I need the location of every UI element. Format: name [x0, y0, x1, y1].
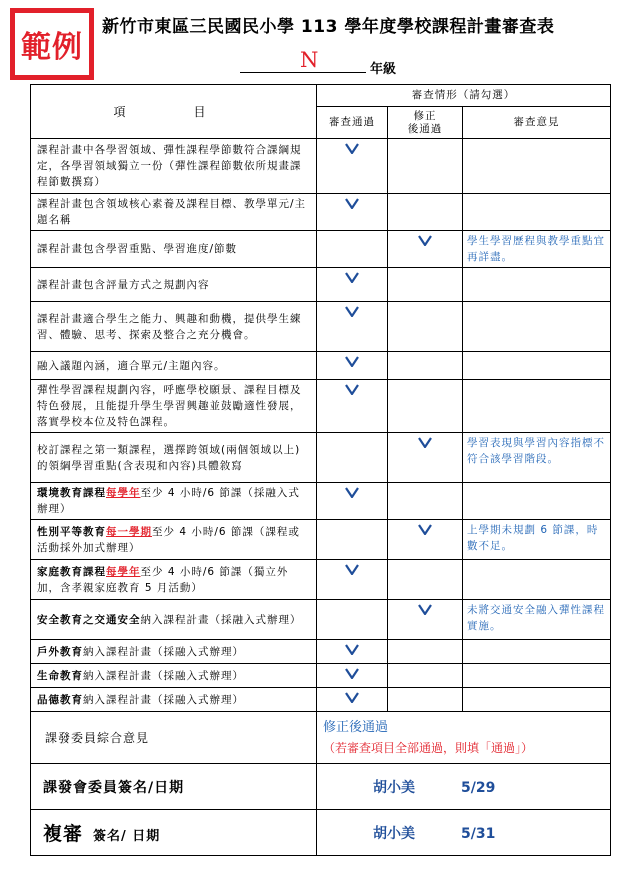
grade-label: 年級: [370, 62, 397, 77]
signer-name: 胡小美: [373, 779, 415, 796]
item-text: 課程計畫包含學習重點、學習進度/節數: [37, 243, 238, 255]
table-row: [31, 380, 611, 433]
revise-cell[interactable]: [388, 380, 463, 433]
checkmark-icon: [317, 306, 387, 317]
opinion-cell[interactable]: [463, 268, 611, 302]
checkmark-icon: [317, 356, 387, 367]
checkmark-icon: [317, 384, 387, 395]
signature-row: [31, 764, 611, 810]
table-row: [31, 194, 611, 231]
item-text: 融入議題內涵，適合單元/主題內容。: [37, 359, 226, 372]
item-cell: [31, 194, 317, 231]
checkmark-icon: [317, 198, 387, 209]
item-cell: [31, 520, 317, 560]
opinion-cell[interactable]: [463, 560, 611, 600]
item-frequency: 每一學期: [106, 525, 152, 538]
pass-cell[interactable]: [317, 268, 388, 302]
signature-value[interactable]: [317, 764, 611, 810]
header-review-status: 審查情形（請勾選）: [317, 85, 611, 107]
signature-label: [31, 764, 317, 810]
header-opinion: 審查意見: [463, 107, 611, 139]
pass-cell[interactable]: [317, 688, 388, 712]
signature-value[interactable]: [317, 810, 611, 856]
signature-label-text: 課發會委員簽名/日期: [43, 779, 185, 796]
revise-cell[interactable]: [388, 640, 463, 664]
opinion-cell[interactable]: 學習表現與學習內容指標不符合該學習階段。: [463, 433, 611, 483]
signature-label: [31, 810, 317, 856]
opinion-cell[interactable]: [463, 139, 611, 194]
pass-cell[interactable]: [317, 664, 388, 688]
signature-row: [31, 810, 611, 856]
table-row: [31, 664, 611, 688]
item-cell: [31, 302, 317, 352]
item-topic: 性別平等教育: [37, 525, 106, 538]
item-topic: 生命教育: [37, 669, 83, 682]
pass-cell[interactable]: [317, 302, 388, 352]
item-cell: [31, 640, 317, 664]
grade-underline: [240, 72, 366, 73]
committee-opinion-label: 課發委員綜合意見: [31, 712, 317, 764]
pass-cell[interactable]: [317, 433, 388, 483]
pass-cell[interactable]: [317, 560, 388, 600]
item-requirement: 納入課程計畫（採融入式辦理）: [83, 645, 244, 658]
header-item: 項 目: [31, 85, 317, 139]
item-topic: 戶外教育: [37, 645, 83, 658]
revise-cell[interactable]: [388, 520, 463, 560]
table-row: [31, 520, 611, 560]
checkmark-icon: [388, 604, 462, 615]
opinion-cell[interactable]: [463, 640, 611, 664]
item-cell: [31, 380, 317, 433]
review-label: 複審: [43, 823, 84, 845]
item-cell: [31, 268, 317, 302]
item-requirement: 至少 4 小時/6 節課（獨立外加，含孝親家庭教育 5 月活動）: [37, 565, 289, 594]
item-cell: [31, 231, 317, 268]
checkmark-icon: [388, 524, 462, 535]
item-cell: [31, 433, 317, 483]
item-cell: [31, 352, 317, 380]
signature-label-text: 簽名/ 日期: [93, 829, 161, 844]
checkmark-icon: [317, 668, 387, 679]
opinion-cell[interactable]: 學生學習歷程與教學重點宜再詳盡。: [463, 231, 611, 268]
checkmark-icon: [317, 143, 387, 154]
signer-name: 胡小美: [373, 825, 415, 842]
item-topic: 品德教育: [37, 693, 83, 706]
revise-cell[interactable]: [388, 560, 463, 600]
item-requirement: 至少 4 小時/6 節課（採融入式辦理）: [37, 487, 300, 515]
opinion-cell[interactable]: [463, 688, 611, 712]
grade-value: N: [300, 48, 319, 72]
item-text: 課程計畫中各學習領域、彈性課程學節數符合課綱規定，各學習領域獨立一份（彈性課程節數依所規畫課程節數撰寫）: [37, 144, 302, 188]
checkmark-icon: [317, 692, 387, 703]
revise-cell[interactable]: [388, 664, 463, 688]
table-row: [31, 268, 611, 302]
sign-date: 5/29: [461, 779, 496, 796]
item-cell: [31, 688, 317, 712]
item-text: 課程計畫包含領域核心素養及課程目標、教學單元/主題名稱: [37, 198, 307, 226]
pass-cell[interactable]: [317, 380, 388, 433]
checkmark-icon: [317, 272, 387, 283]
item-text: 課程計畫適合學生之能力、興趣和動機，提供學生練習、體驗、思考、探索及整合之充分機會。: [37, 312, 302, 341]
table-row: [31, 433, 611, 483]
committee-opinion-value[interactable]: [317, 712, 611, 764]
table-row: [31, 231, 611, 268]
pass-cell[interactable]: [317, 352, 388, 380]
item-cell: [31, 600, 317, 640]
item-text: 彈性學習課程規劃內容，呼應學校願景、課程目標及特色發展，且能提升學生學習興趣並鼓勵適性發展，落實學校本位及特色課程。: [37, 384, 302, 428]
item-frequency: 每學年: [106, 487, 141, 499]
pass-cell[interactable]: [317, 194, 388, 231]
header-pass: 審查通過: [317, 107, 388, 139]
table-row: [31, 640, 611, 664]
sample-stamp: 範例: [10, 8, 94, 80]
review-table: [30, 84, 611, 856]
item-text: 課程計畫包含評量方式之規劃內容: [37, 278, 210, 291]
item-requirement: 納入課程計畫（採融入式辦理）: [83, 669, 244, 682]
table-row: [31, 688, 611, 712]
item-cell: [31, 139, 317, 194]
item-requirement: 納入課程計畫（採融入式辦理）: [140, 613, 302, 626]
table-row: [31, 302, 611, 352]
item-topic: 家庭教育課程: [37, 565, 106, 578]
form-title: 新竹市東區三民國民小學 113 學年度學校課程計畫審查表: [102, 17, 555, 37]
revise-cell[interactable]: [388, 302, 463, 352]
item-cell: [31, 664, 317, 688]
pass-cell[interactable]: [317, 520, 388, 560]
table-row: [31, 483, 611, 520]
revise-cell[interactable]: [388, 139, 463, 194]
item-topic: 安全教育之交通安全: [37, 613, 141, 626]
pass-cell[interactable]: [317, 640, 388, 664]
checkmark-icon: [317, 644, 387, 655]
revise-cell[interactable]: [388, 231, 463, 268]
sign-date: 5/31: [461, 825, 496, 842]
pass-cell[interactable]: [317, 139, 388, 194]
checkmark-icon: [388, 437, 462, 448]
item-requirement: 至少 4 小時/6 節課（課程或活動採外加式辦理）: [37, 525, 300, 554]
revise-cell[interactable]: [388, 352, 463, 380]
item-requirement: 納入課程計畫（採融入式辦理）: [83, 693, 244, 706]
opinion-cell[interactable]: 上學期未規劃 6 節課，時數不足。: [463, 520, 611, 560]
checkmark-icon: [388, 235, 462, 246]
table-row: [31, 600, 611, 640]
revise-cell[interactable]: [388, 688, 463, 712]
item-cell: [31, 560, 317, 600]
item-cell: [31, 483, 317, 520]
revise-cell[interactable]: [388, 194, 463, 231]
committee-opinion-row: [31, 712, 611, 764]
table-row: [31, 352, 611, 380]
opinion-cell[interactable]: [463, 380, 611, 433]
pass-cell[interactable]: [317, 231, 388, 268]
opinion-cell[interactable]: 未將交通安全融入彈性課程實施。: [463, 600, 611, 640]
opinion-value-text: 修正後通過: [323, 719, 389, 735]
opinion-instruction: （若審查項目全部通過，則填「通過」）: [323, 740, 534, 755]
checkmark-icon: [317, 564, 387, 575]
pass-cell[interactable]: [317, 483, 388, 520]
revise-cell[interactable]: [388, 268, 463, 302]
opinion-cell[interactable]: [463, 483, 611, 520]
header-revise: 修正 後通過: [388, 107, 463, 139]
item-frequency: 每學年: [106, 565, 141, 578]
table-row: [31, 139, 611, 194]
item-text: 校訂課程之第一類課程，選擇跨領域(兩個領域以上)的領綱學習重點(含表現和內容)具體敘寫: [37, 443, 301, 472]
table-row: [31, 560, 611, 600]
revise-cell[interactable]: [388, 433, 463, 483]
item-topic: 環境教育課程: [37, 487, 106, 499]
revise-cell[interactable]: [388, 483, 463, 520]
opinion-cell[interactable]: [463, 664, 611, 688]
opinion-cell[interactable]: [463, 194, 611, 231]
revise-cell[interactable]: [388, 600, 463, 640]
opinion-cell[interactable]: [463, 352, 611, 380]
pass-cell[interactable]: [317, 600, 388, 640]
checkmark-icon: [317, 487, 387, 498]
opinion-cell[interactable]: [463, 302, 611, 352]
